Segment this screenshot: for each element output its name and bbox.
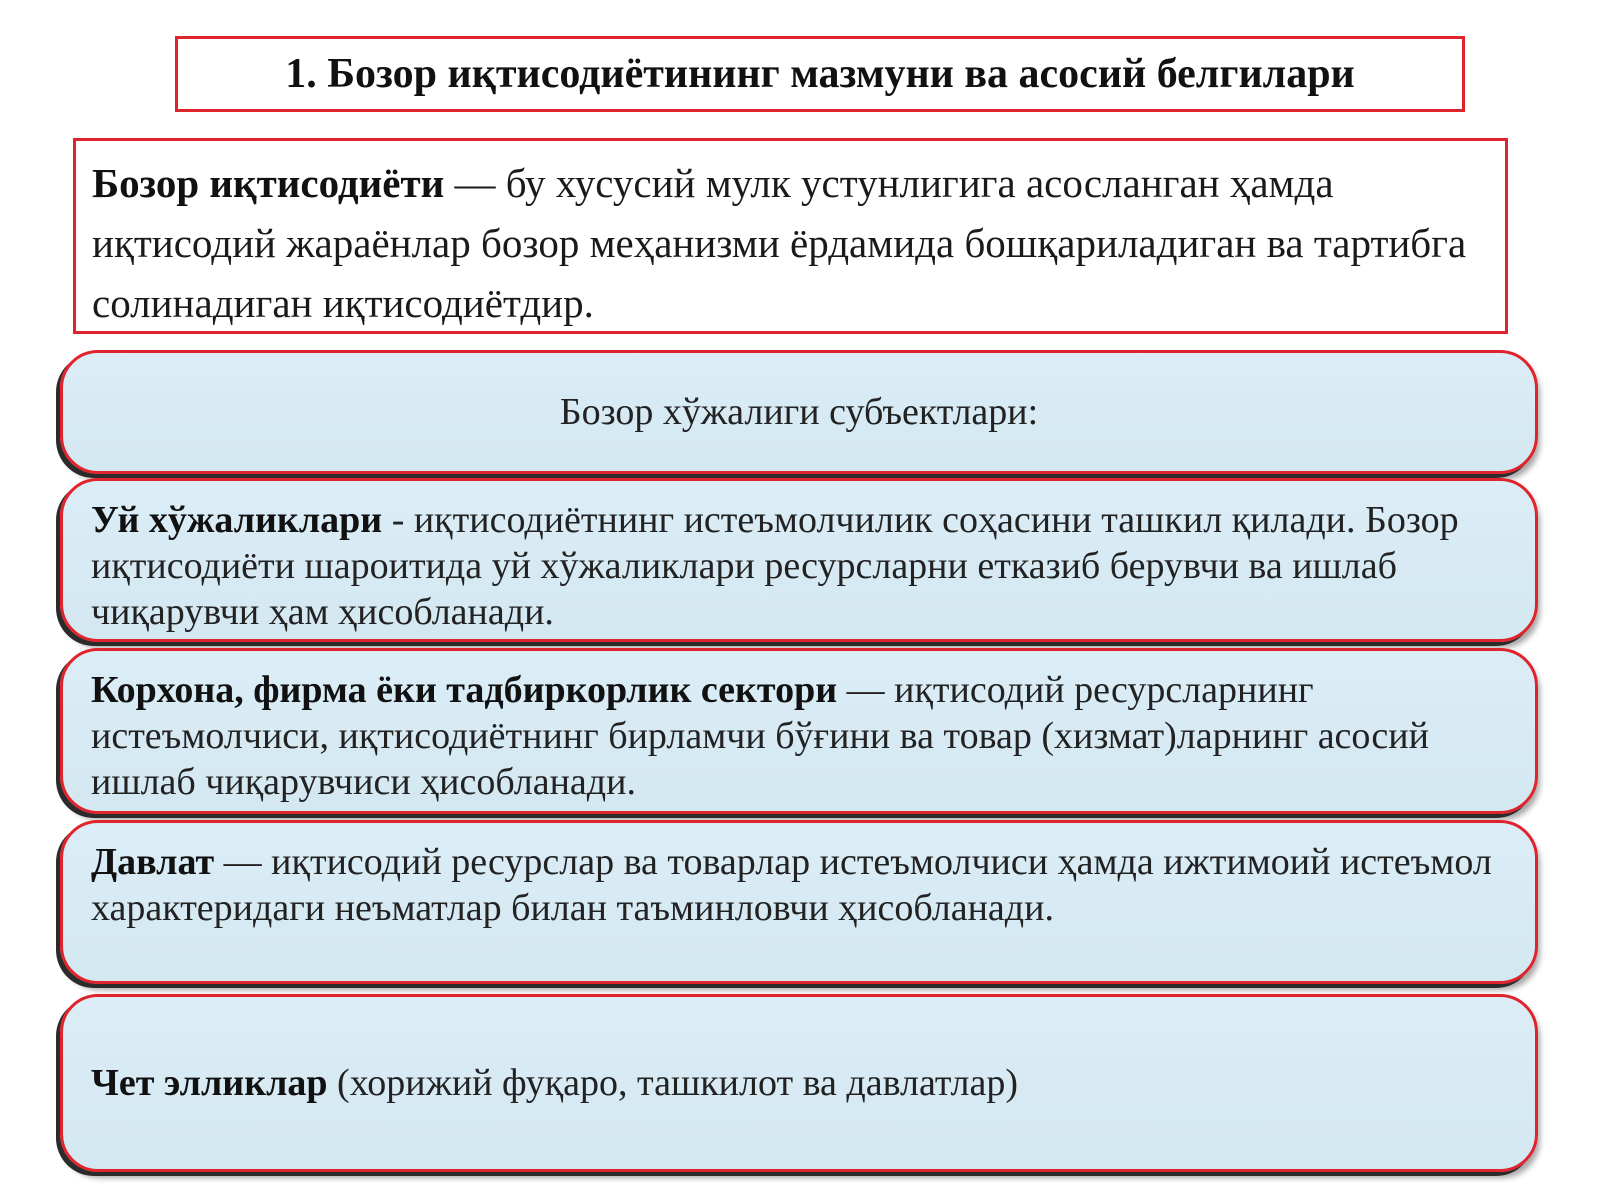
subject-text: — иқтисодий ресурслар ва товарлар истеъмолчиси ҳамда ижтимоий истеъмол характеридаги неъматлар билан таъминловчи ҳисобланади.	[91, 841, 1492, 929]
definition-term: Бозор иқтисодиёти	[92, 160, 445, 206]
subject-line	[91, 1060, 1018, 1106]
subject-term: Чет элликлар	[91, 1062, 328, 1104]
definition-box	[73, 138, 1508, 334]
subject-foreigners-panel	[60, 994, 1538, 1172]
subject-households-panel	[60, 478, 1538, 642]
subject-state-panel	[60, 820, 1538, 984]
subject-term: Уй хўжаликлари	[91, 499, 383, 541]
subject-text: — иқтисодий ресурсларнинг истеъмолчиси, иқтисодиётнинг бирламчи бўғини ва товар (хизмат)ларнинг асосий ишлаб чиқарувчиси ҳисобланади.	[91, 669, 1429, 803]
subject-term: Корхона, фирма ёки тадбиркорлик сектори	[91, 669, 838, 711]
subjects-header-panel	[60, 350, 1538, 474]
title-box	[175, 36, 1465, 112]
subject-text: (хорижий фуқаро, ташкилот ва давлатлар)	[327, 1062, 1019, 1104]
page-title: 1. Бозор иқтисодиётининг мазмуни ва асосий белгилари	[285, 51, 1355, 97]
subjects-header: Бозор хўжалиги субъектлари:	[559, 391, 1039, 433]
subject-term: Давлат	[91, 841, 215, 883]
subject-enterprise-panel	[60, 648, 1538, 814]
definition-text: — бу хусусий мулк устунлигига асосланган ҳамда иқтисодий жараёнлар бозор меҳанизми ёрдамида бошқариладиган ва тартибга солинадиган иқтисодиётдир.	[92, 160, 1467, 326]
subject-text: - иқтисодиётнинг истеъмолчилик соҳасини ташкил қилади. Бозор иқтисодиёти шароитида уй хўжаликлари ресурсларни етказиб берувчи ва ишлаб чиқарувчи ҳам ҳисобланади.	[91, 499, 1459, 633]
